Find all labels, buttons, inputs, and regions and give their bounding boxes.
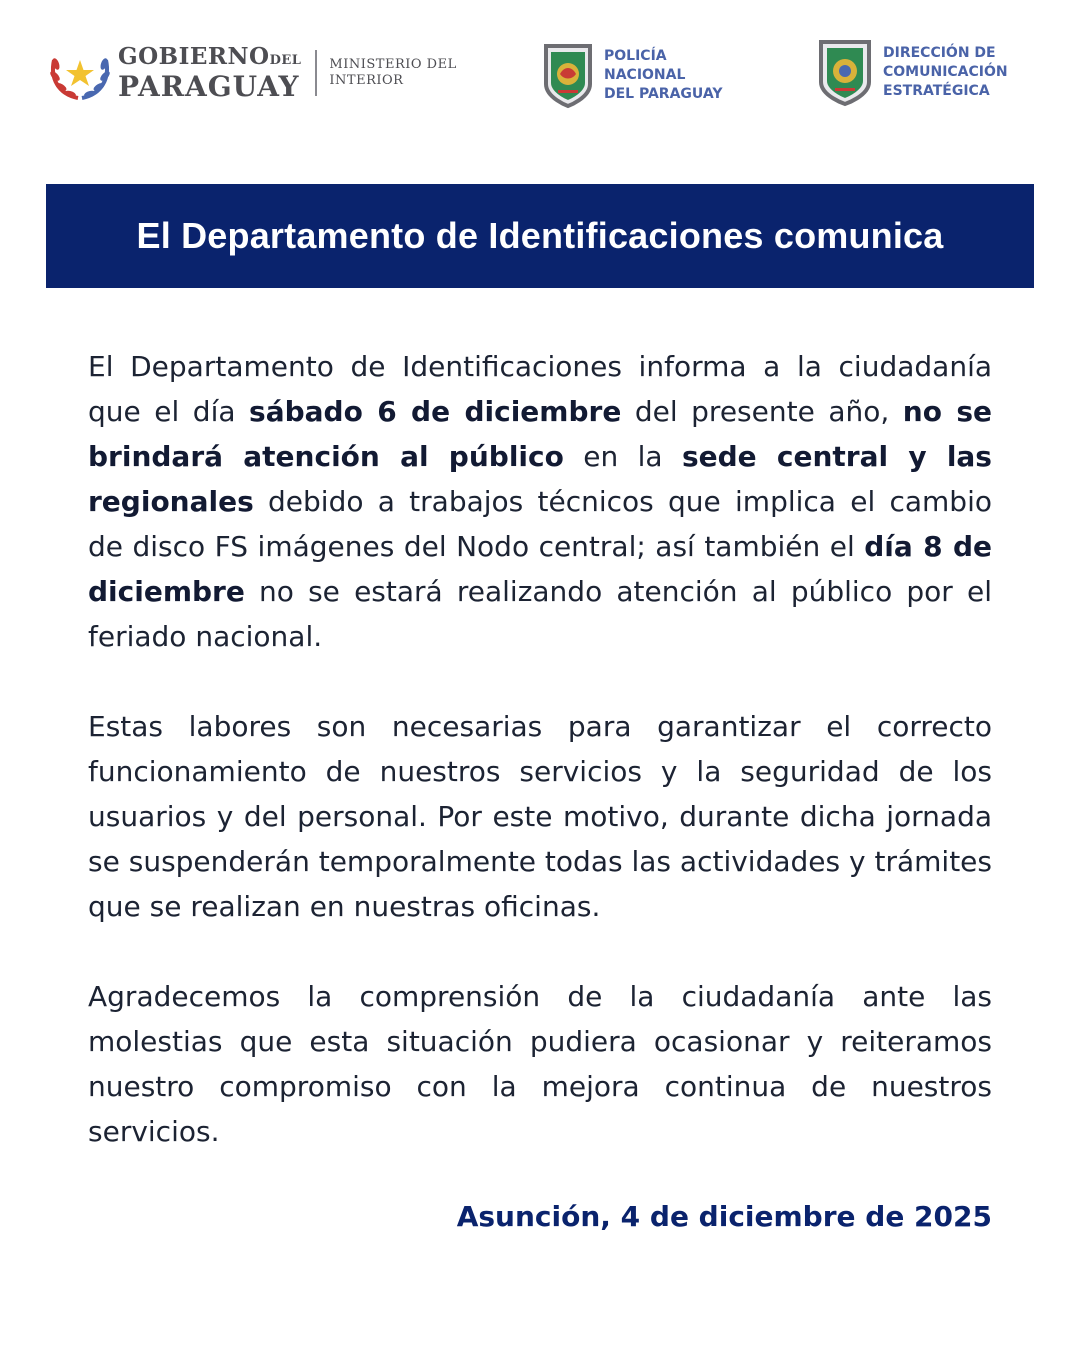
p1-text-2: del presente año, (621, 395, 903, 428)
p1-text-1: El Departamento de Identificaciones informa a la ciudadanía que el día (88, 350, 992, 428)
title-banner (46, 184, 1034, 288)
gov-name (118, 45, 301, 101)
paragraph-1 (88, 344, 992, 659)
direccion-comunicacion-logo (815, 36, 1008, 108)
gov-line1: GOBIERNO (118, 43, 270, 70)
p1-text-4: debido a trabajos técnicos que implica el cambio de disco FS imágenes del Nodo central; así también el (88, 485, 992, 563)
dce-line2: COMUNICACIÓN (883, 63, 1008, 80)
gobierno-paraguay-logo (48, 42, 457, 104)
dce-line1: DIRECCIÓN DE (883, 44, 996, 61)
signature-date: Asunción, 4 de diciembre de 2025 (456, 1200, 992, 1233)
dce-shield-icon (815, 36, 875, 108)
police-line3: DEL PARAGUAY (604, 85, 723, 102)
gov-line2: PARAGUAY (118, 70, 300, 103)
announcement-body (88, 344, 992, 1199)
dce-name (883, 44, 1008, 101)
paragraph-3: Agradecemos la comprensión de la ciudadanía ante las molestias que esta situación pudiera ocasionar y reiteramos nuestro compromiso con la mejora continua de nuestros servicios. (88, 980, 992, 1148)
police-line1: POLICÍA (604, 47, 667, 64)
banner-title: El Departamento de Identificaciones comunica (136, 215, 944, 256)
dce-line3: ESTRATÉGICA (883, 82, 990, 99)
policia-nacional-logo (540, 40, 722, 110)
p1-bold-date: sábado 6 de diciembre (249, 395, 622, 428)
gov-del: DEL (269, 53, 302, 68)
police-name (604, 47, 722, 104)
p1-bold-locations: sede central y las regionales (88, 440, 992, 518)
p1-text-3: en la (563, 440, 682, 473)
header (0, 0, 1080, 150)
police-line2: NACIONAL (604, 66, 686, 83)
national-seal-icon (48, 42, 112, 104)
ministry-name (329, 57, 456, 89)
ministry-line1: MINISTERIO DEL (329, 57, 457, 72)
p1-text-5: no se estará realizando atención al público por el feriado nacional. (88, 575, 992, 653)
police-shield-icon (540, 40, 596, 110)
p1-bold-holiday: día 8 de diciembre (88, 530, 993, 608)
ministry-line2: INTERIOR (329, 73, 404, 88)
logo-divider (315, 50, 317, 96)
p1-bold-no-service: no se brindará atención al público (88, 395, 992, 473)
paragraph-2: Estas labores son necesarias para garantizar el correcto funcionamiento de nuestros servicios y la seguridad de los usuarios y del personal. Por este motivo, durante dicha jornada se suspenderán temporalmente todas las actividades y trámites que se realizan en nuestras oficinas. (88, 710, 992, 923)
